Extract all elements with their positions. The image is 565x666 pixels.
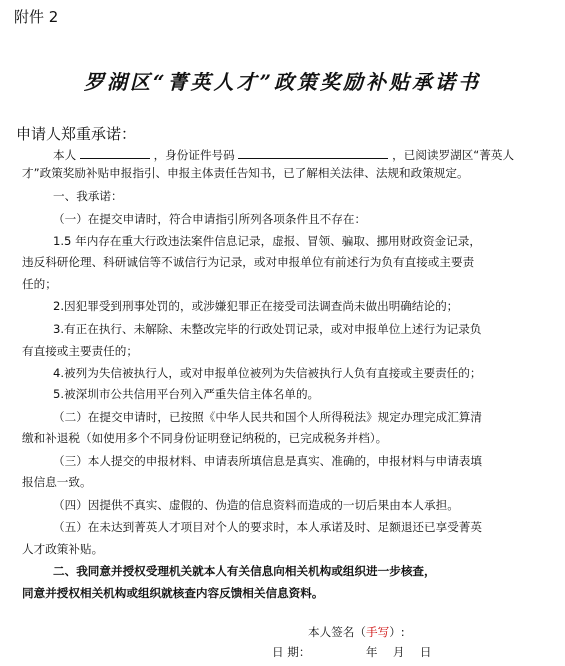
date-month: 月 [392,645,405,659]
signature-close: ）: [389,625,405,639]
document-title: 罗湖区“菁英人才”政策奖励补贴承诺书 [83,70,481,94]
item-1-4: 4.被列为失信被执行人，或对申报单位被列为失信被执行人负有直接或主要责任的； [53,366,482,380]
date-year: 年 [365,645,378,659]
item-1-3-line-2: 有直接或主要责任的； [22,344,138,358]
item-1-2: 2.因犯罪受到刑事处罚的，或涉嫌犯罪正在接受司法调查尚未做出明确结论的； [53,299,459,313]
identity-line-2: 才”政策奖励补贴申报指引、申报主体责任告知书，已了解相关法律、法规和政策规定。 [22,166,469,180]
item-5-line-1: （五）在未达到菁英人才项目对个人的要求时，本人承诺及时、足额退还已享受菁英 [53,520,482,534]
attachment-label: 附件 2 [14,8,59,26]
id-number-blank[interactable] [238,146,388,159]
section-1-heading: 一、我承诺： [53,189,123,203]
section-2-line-1: 二、我同意并授权受理机关就本人有关信息向相关机构或组织进一步核查， [53,564,436,578]
item-1-1-line-1: 1.5 年内存在重大行政违法案件信息记录，虚报、冒领、骗取、挪用财政资金记录， [53,234,481,248]
id-label: ，身份证件号码 [153,148,235,162]
date-label: 日 期： [272,645,311,659]
date-day: 日 [419,645,432,659]
item-2-line-2: 缴和补退税（如使用多个不同身份证明登记纳税的，已完成税务并档）。 [22,431,388,445]
signature-label: 本人签名（ [308,625,366,639]
handwrite-note: 手写 [365,625,390,639]
identity-suffix: ，已阅读罗湖区“菁英人 [392,148,515,162]
item-4: （四）因提供不真实、虚假的、伪造的信息资料而造成的一切后果由本人承担。 [53,498,459,512]
identity-line-1 [53,146,514,164]
item-1-1-line-3: 任的； [22,277,57,291]
item-1-3-line-1: 3.有正在执行、未解除、未整改完毕的行政处罚记录，或对申报单位上述行为记录负 [53,322,482,336]
item-1-1-line-2: 违反科研伦理、科研诚信等不诚信行为记录，或对申报单位有前述行为负有直接或主要责 [22,255,475,269]
section-2-line-2: 同意并授权相关机构或组织就核查内容反馈相关信息资料。 [22,586,324,600]
item-2-line-1: （二）在提交申请时，已按照《中华人民共和国个人所得税法》规定办理完成汇算清 [53,410,482,424]
signature-line [308,624,405,640]
intro-heading: 申请人郑重承诺： [16,125,137,143]
name-blank[interactable] [80,146,150,159]
date-line [272,644,431,660]
item-3-line-2: 报信息一致。 [22,475,92,489]
item-5-line-2: 人才政策补贴。 [22,542,104,556]
item-1-5: 5.被深圳市公共信用平台列入严重失信主体名单的。 [53,387,320,401]
identity-prefix: 本人 [53,148,77,162]
item-1: （一）在提交申请时，符合申请指引所列各项条件且不存在： [53,212,367,226]
item-3-line-1: （三）本人提交的申报材料、申请表所填信息是真实、准确的，申报材料与申请表填 [53,454,482,468]
